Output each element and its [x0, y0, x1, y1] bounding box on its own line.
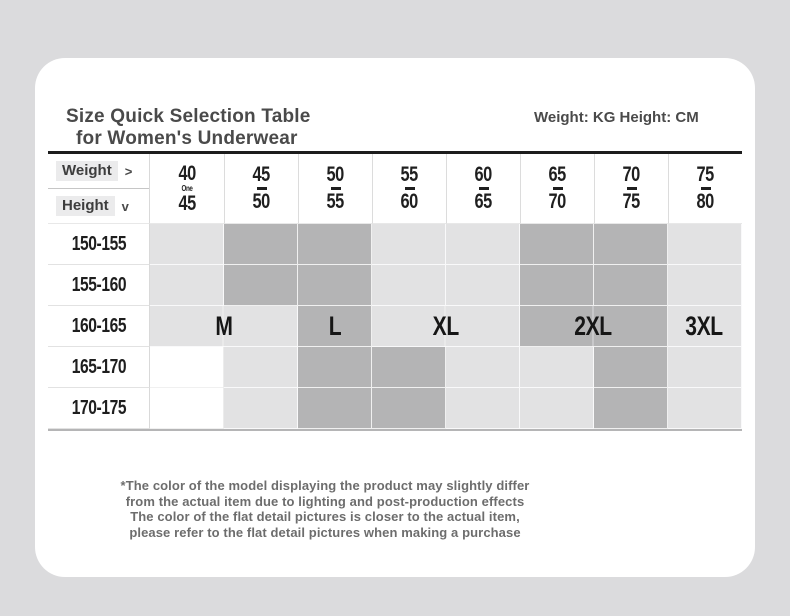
weight-range-top: 65: [548, 163, 567, 186]
height-range-text: 170-175: [71, 396, 126, 419]
weight-range-bottom: 50: [252, 190, 271, 213]
disclaimer-text: [110, 478, 540, 540]
grid-cell: [224, 265, 298, 306]
weight-range-header: [520, 154, 594, 224]
table-corner-cell: [48, 154, 150, 224]
weight-range-header: [668, 154, 742, 224]
weight-label: Weight: [56, 161, 118, 181]
height-range-text: 155-160: [71, 273, 126, 296]
size-cell: [520, 306, 668, 347]
weight-range-bottom: 70: [548, 190, 567, 213]
weight-range-top: 45: [252, 163, 271, 186]
height-range-text: 165-170: [71, 355, 126, 378]
height-range-text: 150-155: [71, 232, 126, 255]
size-text: 3XL: [685, 310, 724, 341]
weight-range-bottom: 80: [696, 190, 715, 213]
grid-cell: [150, 265, 224, 306]
disclaimer-line: please refer to the flat detail pictures when making a purchase: [129, 524, 521, 540]
grid-cell: [594, 388, 668, 429]
grid-cell: [298, 388, 372, 429]
grid-cell: [668, 347, 742, 388]
size-cell: [298, 306, 372, 347]
weight-range-header: [224, 154, 298, 224]
grid-cell: [446, 347, 520, 388]
weight-range-bottom: 75: [622, 190, 641, 213]
size-text: L: [328, 310, 341, 341]
height-label: Height: [56, 196, 115, 216]
height-range-label: [48, 347, 150, 388]
weight-range-top: 60: [474, 163, 493, 186]
grid-cell: [668, 224, 742, 265]
grid-cell: [150, 224, 224, 265]
grid-cell: [446, 265, 520, 306]
grid-cell: [372, 265, 446, 306]
weight-range-bottom: 60: [400, 190, 419, 213]
weight-range-bottom: 65: [474, 190, 493, 213]
grid-cell: [520, 224, 594, 265]
right-arrow-icon: >: [124, 163, 133, 179]
grid-cell: [372, 347, 446, 388]
height-range-label: [48, 306, 150, 347]
page-title-line2: for Women's Underwear: [76, 128, 298, 149]
height-range-text: 160-165: [71, 314, 126, 337]
disclaimer-line: The color of the flat detail pictures is closer to the actual item,: [130, 509, 520, 524]
size-cell: [372, 306, 520, 347]
grid-cell: [298, 224, 372, 265]
size-cell: [150, 306, 298, 347]
weight-range-top: 40: [178, 161, 196, 185]
page-title: [66, 106, 311, 150]
grid-cell: [668, 388, 742, 429]
weight-range-top: 75: [696, 163, 715, 186]
grid-cell: [520, 347, 594, 388]
grid-cell: [446, 224, 520, 265]
weight-range-bottom: 45: [178, 191, 196, 215]
height-range-label: [48, 388, 150, 429]
size-text: M: [214, 310, 233, 341]
grid-cell: [520, 265, 594, 306]
size-text: 2XL: [574, 310, 613, 341]
grid-cell: [224, 347, 298, 388]
corner-weight-row: [48, 154, 149, 189]
grid-cell: [594, 347, 668, 388]
weight-range-header: [594, 154, 668, 224]
weight-range-top: 50: [326, 163, 345, 186]
weight-range-top: 55: [400, 163, 419, 186]
grid-cell: [594, 265, 668, 306]
height-range-label: [48, 224, 150, 265]
units-label: Weight: KG Height: CM: [534, 109, 699, 126]
grid-cell: [594, 224, 668, 265]
grid-cell: [372, 224, 446, 265]
grid-cell: [150, 347, 224, 388]
weight-range-top: 70: [622, 163, 641, 186]
grid-cell: [668, 265, 742, 306]
height-range-label: [48, 265, 150, 306]
grid-cell: [298, 347, 372, 388]
grid-cell: [298, 265, 372, 306]
size-text: XL: [432, 310, 459, 341]
weight-range-header: [298, 154, 372, 224]
weight-range-header: [446, 154, 520, 224]
disclaimer-line: *The color of the model displaying the product may slightly differ: [120, 478, 530, 493]
grid-cell: [224, 224, 298, 265]
weight-range-header: [150, 154, 224, 224]
grid-cell: [520, 388, 594, 429]
range-separator-text: One: [181, 183, 193, 193]
disclaimer-line: from the actual item due to lighting and post-production effects: [125, 493, 525, 509]
down-arrow-icon: v: [121, 198, 129, 214]
page-title-line1: Size Quick Selection Table: [66, 106, 311, 127]
grid-cell: [224, 388, 298, 429]
size-cell: [668, 306, 742, 347]
weight-range-header: [372, 154, 446, 224]
grid-cell: [446, 388, 520, 429]
grid-cell: [150, 388, 224, 429]
size-table: [48, 151, 742, 431]
weight-range-bottom: 55: [326, 190, 345, 213]
corner-height-row: [48, 189, 149, 223]
grid-cell: [372, 388, 446, 429]
